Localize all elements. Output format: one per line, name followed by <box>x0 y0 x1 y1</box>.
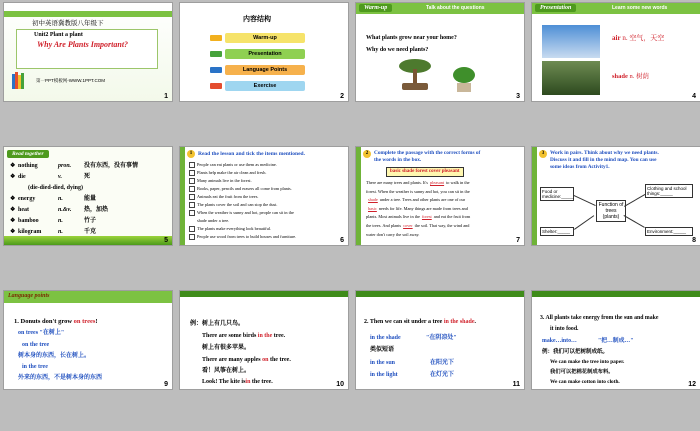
tick-item[interactable] <box>197 218 229 223</box>
example-3-end: the tree. <box>251 379 273 385</box>
activity-title-line-2: Discuss it and fill in the mind map. You can use <box>550 157 657 163</box>
tick-item-text: People can eat plants or use them as medicine. <box>197 162 277 167</box>
point-1-text: 1. Donuts don't grow <box>14 318 73 325</box>
point-3-line-2: it into food. <box>550 326 579 332</box>
slide-thumbnail-8[interactable] <box>532 147 700 245</box>
plant-pot-image <box>451 67 477 93</box>
point-1-highlight: on trees <box>73 318 96 325</box>
checkbox[interactable] <box>189 162 195 168</box>
tick-item[interactable] <box>189 162 277 168</box>
mind-map-environment: Environment:_____ <box>645 227 693 236</box>
slide-thumbnail-6[interactable] <box>180 147 348 245</box>
vocab-part-of-speech: n. <box>58 196 63 202</box>
point-2 <box>364 319 476 326</box>
vocab-part-of-speech: n. <box>58 218 63 224</box>
checkbox[interactable] <box>189 170 195 176</box>
word-air-definition: n. 空气，天空 <box>622 34 665 42</box>
phrase-in-the-sun: in the sun <box>370 360 396 366</box>
tick-item[interactable] <box>189 186 292 192</box>
vocab-part-of-speech: n. <box>58 229 63 235</box>
site-credit: 第一PPT模板网-WWW.1PPT.COM <box>36 78 105 83</box>
passage-text: plants. Most animals live in the <box>366 214 420 220</box>
vocab-word: kilogram <box>18 229 42 235</box>
vocab-bullet: ❖ <box>10 229 16 235</box>
slide-number: 3 <box>516 93 520 100</box>
phrase-in-the-light: in the light <box>370 372 398 378</box>
passage-text: needs for life. Many things are made from trees and <box>378 205 468 211</box>
activity-title-line-2: the words in the box. <box>374 157 422 163</box>
menu-item-presentation[interactable]: Presentation <box>225 49 305 59</box>
vocab-word: heat <box>18 207 29 213</box>
point-2-end: . <box>474 319 477 325</box>
slide-thumbnail-4[interactable] <box>532 3 700 101</box>
slide-number: 8 <box>692 237 696 244</box>
checkbox[interactable] <box>189 210 195 216</box>
answer-blank[interactable]: cover <box>403 223 413 228</box>
example-3-en <box>202 379 273 386</box>
vocab-meaning: 死 <box>84 174 91 180</box>
explanation-in: 外来的东西，不是树本身的东西 <box>18 375 103 381</box>
mind-map-link <box>574 215 594 229</box>
mind-map-clothing: Clothing and school things:_____ <box>645 184 693 198</box>
example-3-highlight: in <box>245 379 251 385</box>
tick-item-text: The plants make everything look beautiful. <box>197 226 271 231</box>
passage-line <box>366 180 470 185</box>
menu-item-exercise[interactable]: Exercise <box>225 81 305 91</box>
slide-title: Why Are Plants Important? <box>37 40 129 49</box>
slide-number: 4 <box>692 93 696 100</box>
word-box: basic shade forest cover pleasant <box>386 167 464 177</box>
green-stripe <box>4 11 172 17</box>
example-1-end: tree. <box>273 333 286 339</box>
top-band <box>180 291 348 297</box>
passage-line <box>366 197 465 202</box>
explanation-on: 树本身的东西，长在树上。 <box>18 353 91 359</box>
tick-item-text: The plants cover the soil and can stop the dust. <box>197 202 278 207</box>
vocab-meaning: 没有东西，没有事情 <box>84 163 139 169</box>
slide-number: 1 <box>164 93 168 100</box>
books-icon <box>12 71 28 89</box>
mind-map-link <box>574 195 596 206</box>
checkbox[interactable] <box>189 202 195 208</box>
checkbox[interactable] <box>189 226 195 232</box>
unit-label: Unit2 Plant a plant <box>34 32 83 38</box>
vocab-part-of-speech: n.&v. <box>58 207 72 213</box>
phrase-make-into: make…into… <box>542 338 577 344</box>
phrase-in-the-shade-cn: "在阴凉处" <box>426 335 457 341</box>
phrase-make-into-cn: "把…制成…" <box>598 338 634 344</box>
pencil-icon <box>210 67 222 73</box>
vocab-part-of-speech: (die-died-died, dying) <box>28 185 84 191</box>
tick-item-text: Books, paper, pencils and erasers all come from plants. <box>197 186 292 191</box>
slide-thumbnail-3[interactable] <box>356 3 524 101</box>
tick-item[interactable] <box>189 226 271 232</box>
question-2: Why do we need plants? <box>366 47 429 53</box>
slide-header: 初中英语冀教版八年级下 <box>32 20 104 27</box>
vocab-bullet: ❖ <box>10 163 16 169</box>
phrase-in-the-light-cn: 在灯光下 <box>430 372 455 378</box>
vocab-meaning: 热，加热 <box>84 207 109 213</box>
word-air-line <box>612 34 664 42</box>
passage-line <box>366 223 469 228</box>
vocab-meaning: 千克 <box>84 229 97 235</box>
tick-item-text: When the weather is sunny and hot, people can sit in the <box>197 210 294 215</box>
slide-number: 12 <box>688 381 696 388</box>
number-badge: 2 <box>363 150 371 158</box>
slide-number: 6 <box>340 237 344 244</box>
example-1-cn: 例：树上有几只鸟。 <box>190 321 245 327</box>
slide-number: 9 <box>164 381 168 388</box>
passage-text: There are many trees and plants. It's <box>366 180 428 185</box>
slide-thumbnail-11[interactable] <box>356 291 524 389</box>
tick-item-text: Plants help make the air clean and fresh. <box>197 170 267 175</box>
example-2-en: We can make cotton into cloth. <box>550 379 620 385</box>
shade-image <box>542 61 600 95</box>
slide-thumbnail-10[interactable] <box>180 291 348 389</box>
section-tag: Presentation <box>535 4 576 12</box>
question-1: What plants grow near your home? <box>366 35 457 41</box>
checkbox[interactable] <box>189 234 195 240</box>
slide-thumbnail-7[interactable] <box>356 147 524 245</box>
example-2-end: the tree. <box>269 357 291 363</box>
example-2-text: There are many apples <box>202 357 261 363</box>
example-1-en: We can make the tree into paper. <box>550 359 625 365</box>
example-2-en <box>202 357 291 364</box>
point-3-line-1: 3. All plants take energy from the sun and make <box>540 315 659 321</box>
slide-number: 2 <box>340 93 344 100</box>
tick-item-text: Many animals live in the forest. <box>197 178 252 183</box>
vocab-bullet: ❖ <box>10 218 16 224</box>
example-3-text: Look! The kite is <box>202 379 246 385</box>
section-tag: Language points <box>8 293 50 299</box>
pencil-icon <box>210 83 222 89</box>
tick-item[interactable] <box>189 202 277 208</box>
word-shade: shade <box>612 73 628 80</box>
passage-line <box>366 206 468 211</box>
answer-blank[interactable]: pleasant <box>429 180 445 185</box>
passage-line <box>366 232 419 237</box>
answer-blank[interactable]: basic <box>368 205 377 211</box>
vocab-meaning: 竹子 <box>84 218 97 224</box>
example-3-cn: 看！风筝在树上。 <box>202 368 251 374</box>
example-2-cn: 树上有很多苹果。 <box>202 345 251 351</box>
phrase-on-trees: on trees "在树上" <box>18 330 65 336</box>
point-2-text: 2. Then we can sit under a tree <box>364 319 443 325</box>
answer-blank[interactable]: forest <box>421 214 432 220</box>
slide-number: 7 <box>516 237 520 244</box>
tick-item[interactable] <box>189 178 252 184</box>
section-tag: Read together <box>7 150 49 158</box>
slide-number: 10 <box>336 381 344 388</box>
activity-title: Read the lesson and tick the items mentioned. <box>198 151 305 157</box>
tick-item[interactable] <box>189 234 296 240</box>
example-1-cn: 例：我们可以把树制成纸。 <box>542 349 609 355</box>
passage-text: to walk in the <box>446 180 470 185</box>
top-band <box>532 291 700 297</box>
point-1-end: ! <box>95 318 98 325</box>
mind-map-link <box>624 194 645 207</box>
contents-title: 内容结构 <box>243 16 271 23</box>
top-band <box>356 291 524 297</box>
tick-item[interactable] <box>189 210 294 216</box>
tick-item-text: Animals eat the fruit from the trees. <box>197 194 259 199</box>
section-subtitle: Learn some new words <box>612 5 668 11</box>
activity-title-line-3: some ideas from Activity1. <box>550 164 610 170</box>
section-tag: Warm-up <box>359 4 392 12</box>
side-bar <box>532 147 537 245</box>
passage-text: the trees. And plants <box>366 223 402 228</box>
checkbox[interactable] <box>189 178 195 184</box>
example-1-highlight: in the <box>257 333 273 339</box>
example-1-text: There are some birds <box>202 333 257 339</box>
slide-thumbnail-9[interactable] <box>4 291 172 389</box>
vocab-bullet: ❖ <box>10 174 16 180</box>
passage-line <box>366 214 470 219</box>
pencil-icon <box>210 35 222 41</box>
tick-item-text: People use wood from trees to build houses and furniture. <box>197 234 297 239</box>
similar-phrases-label: 类似短语 <box>370 347 395 353</box>
passage-text: forest. When the weather is sunny and hot, you can sit in the <box>366 188 470 194</box>
tick-item[interactable] <box>189 194 258 200</box>
slide-thumbnail-12[interactable] <box>532 291 700 389</box>
example-2-highlight: on <box>262 357 269 363</box>
vocab-part-of-speech: pron. <box>58 163 72 169</box>
word-shade-definition: n. 树荫 <box>629 73 650 80</box>
vocab-word: nothing <box>18 163 38 169</box>
example-2-cn: 我们可以把棉花制成布料。 <box>550 369 614 375</box>
slide-number: 11 <box>512 381 520 388</box>
vocab-part-of-speech: v. <box>58 174 62 180</box>
checkbox[interactable] <box>189 194 195 200</box>
pencil-icon <box>210 51 222 57</box>
phrase-in-the-shade: in the shade <box>370 335 401 341</box>
activity-title: Work in pairs. Think about why we need plants. <box>550 150 659 156</box>
section-subtitle: Talk about the questions <box>426 5 485 11</box>
side-bar <box>180 147 185 245</box>
menu-item-language-points[interactable]: Language Points <box>225 65 305 75</box>
point-2-highlight: in the shade <box>443 319 475 325</box>
vocab-bullet: ❖ <box>10 196 16 202</box>
sky-image <box>542 25 600 58</box>
vocab-word: energy <box>18 196 36 202</box>
number-badge: 3 <box>539 150 547 158</box>
phrase-on-the-tree: on the tree <box>22 342 50 348</box>
activity-title: Complete the passage with the correct forms of <box>374 150 481 156</box>
tick-item[interactable] <box>189 170 266 176</box>
mind-map-food: Food or medicine:_____ <box>542 189 574 199</box>
checkbox[interactable] <box>189 186 195 192</box>
grass-decoration <box>4 236 172 245</box>
vocab-meaning: 能量 <box>84 196 97 202</box>
passage-text: the soil. That way, the wind and <box>414 223 470 228</box>
tick-item-text: shade under a tree. <box>197 218 230 223</box>
passage-text: and eat the fruit from <box>433 214 471 220</box>
mind-map-shelter: Shelter:_____ <box>540 227 574 236</box>
phrase-in-the-sun-cn: 在阳光下 <box>430 360 455 366</box>
point-1 <box>14 318 98 326</box>
vocab-word: die <box>18 174 26 180</box>
number-badge: 1 <box>187 150 195 158</box>
word-shade-line <box>612 73 649 81</box>
passage-line <box>366 189 470 194</box>
slide-number: 5 <box>164 237 168 244</box>
vocab-bullet: ❖ <box>10 207 16 213</box>
mind-map-center: Function of trees (plants) <box>596 200 626 222</box>
vocab-word: bamboo <box>18 218 39 224</box>
answer-blank[interactable]: shade <box>368 197 378 203</box>
bonsai-tree-image <box>396 59 434 91</box>
word-air: air <box>612 34 621 42</box>
mind-map-link <box>624 215 645 228</box>
example-1-en <box>202 333 285 340</box>
slide-thumbnail-2[interactable] <box>180 3 348 101</box>
slide-thumbnail-5[interactable] <box>4 147 172 245</box>
side-bar <box>356 147 361 245</box>
menu-item-warm-up[interactable]: Warm-up <box>225 33 305 43</box>
passage-text: water don't carry the soil away. <box>366 231 420 237</box>
slide-thumbnail-1[interactable] <box>4 3 172 101</box>
phrase-in-the-tree: in the tree <box>22 364 48 370</box>
passage-text: under a tree. Trees and other plants are one of our <box>379 197 466 203</box>
